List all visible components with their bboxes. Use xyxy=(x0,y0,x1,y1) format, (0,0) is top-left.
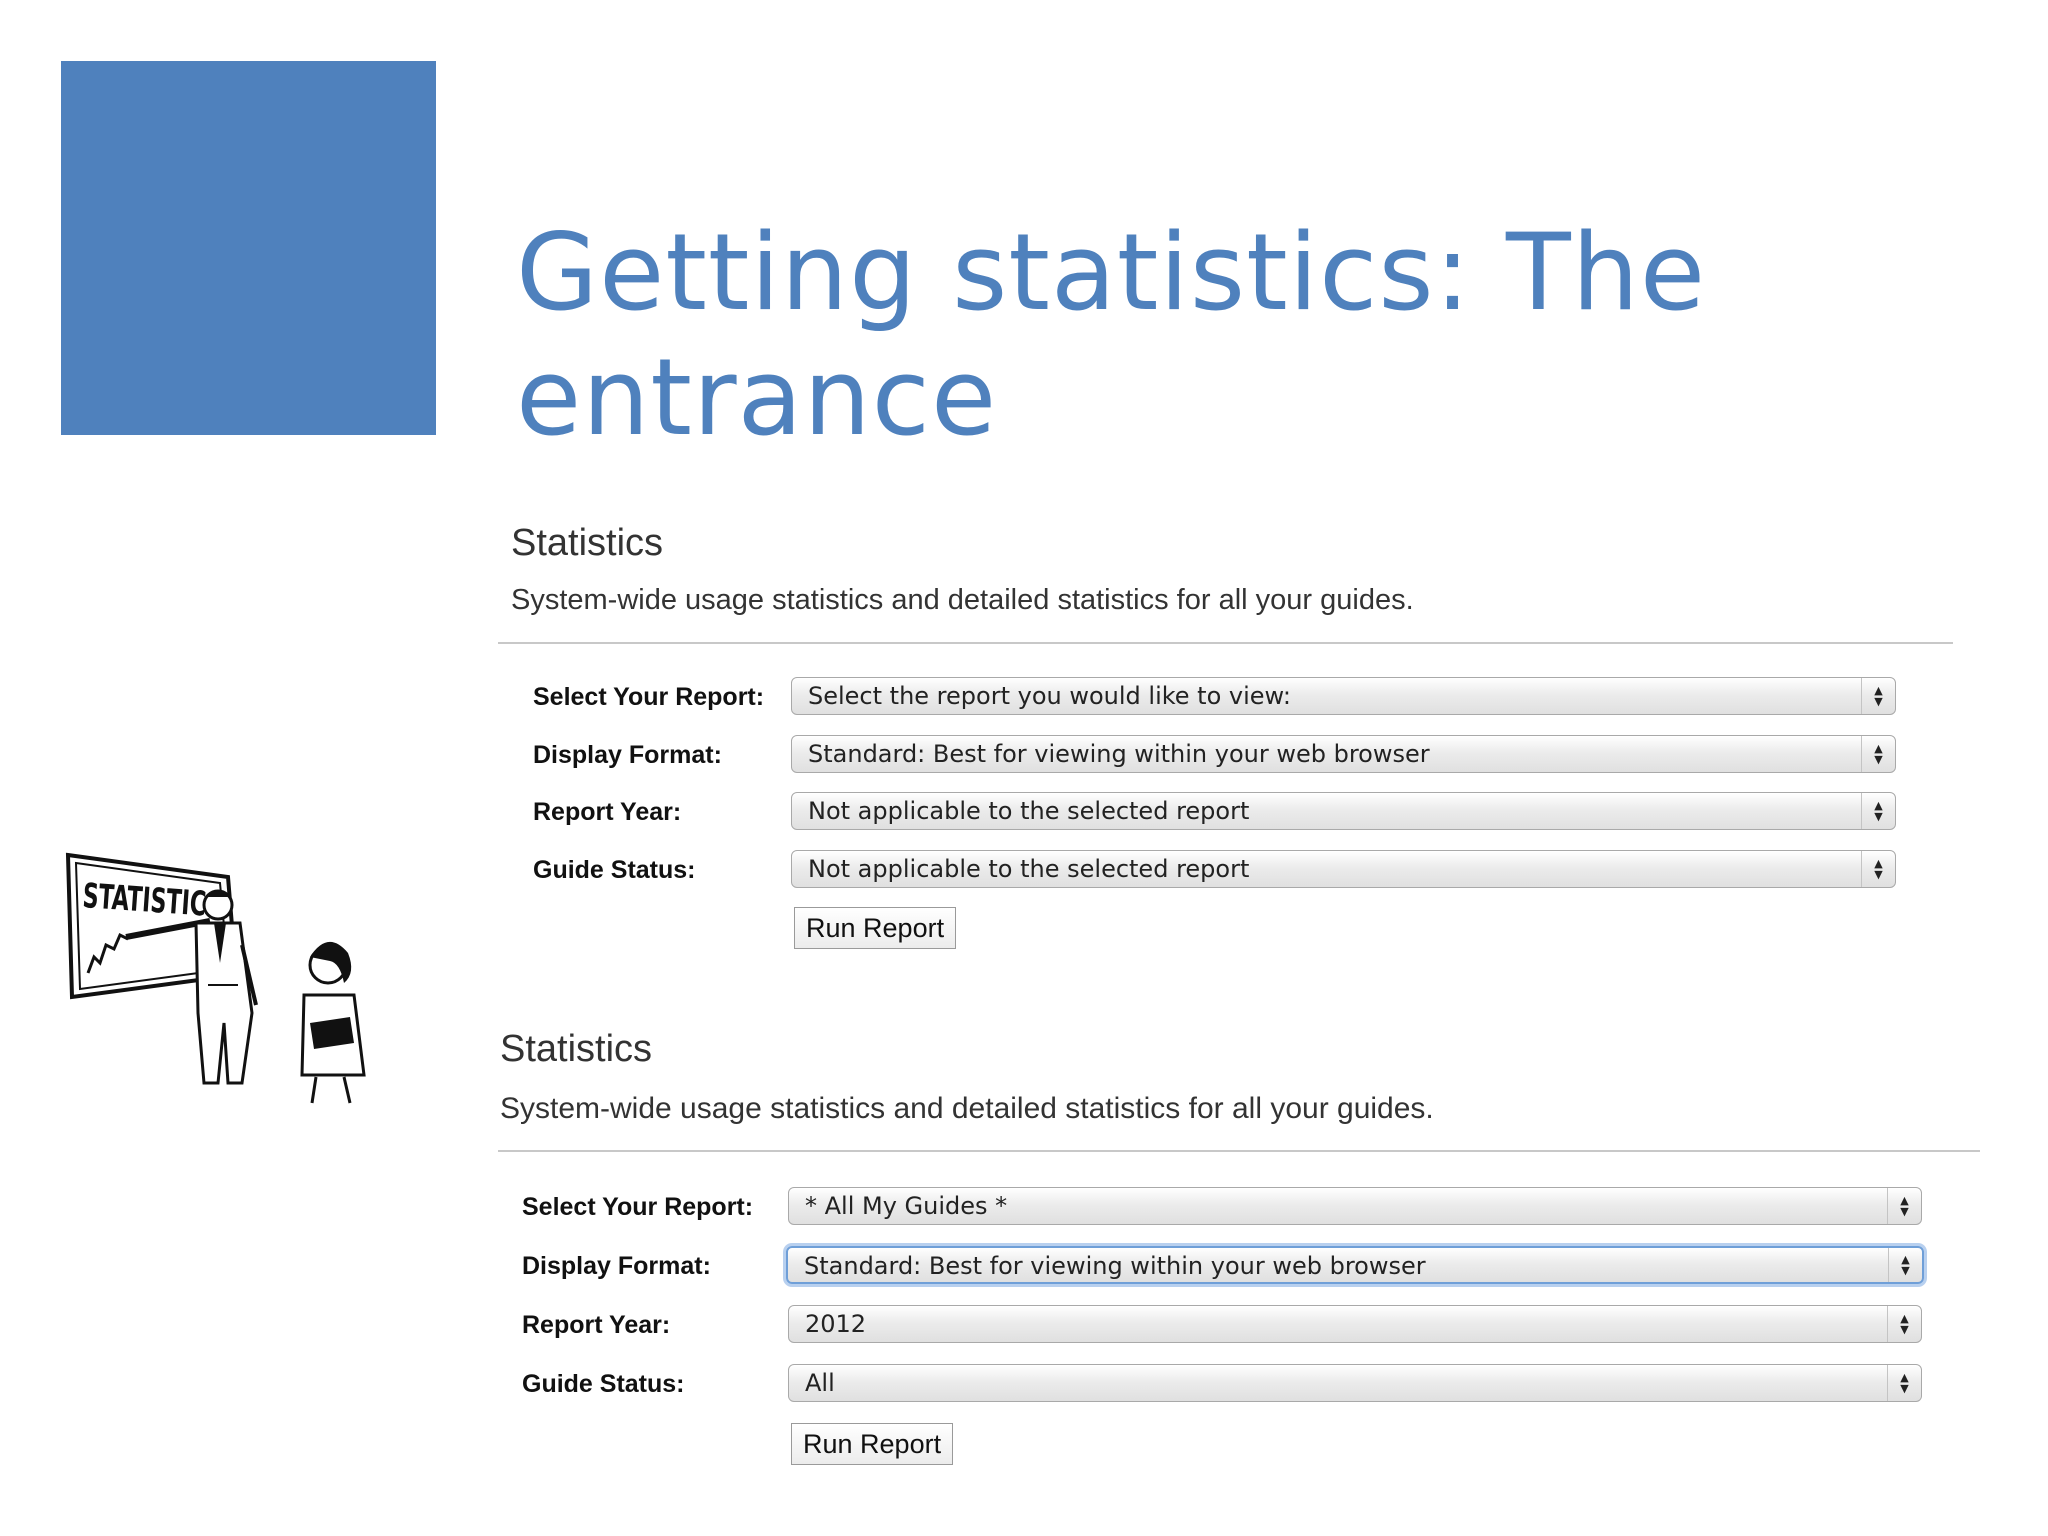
statistics-presenter-illustration xyxy=(60,845,415,1110)
select-report-label: Select Your Report: xyxy=(533,683,765,711)
guide-status-row xyxy=(522,1364,1922,1404)
updown-arrows-icon: ▲ ▼ xyxy=(1887,1188,1921,1224)
select-report-label: Select Your Report: xyxy=(522,1193,754,1221)
display-format-value: Standard: Best for viewing within your web browser xyxy=(804,1252,1426,1280)
report-year-value: 2012 xyxy=(805,1310,867,1338)
guide-status-label: Guide Status: xyxy=(522,1370,685,1398)
updown-arrows-icon: ▲ ▼ xyxy=(1861,736,1895,772)
report-year-row xyxy=(533,792,1896,832)
report-year-row xyxy=(522,1305,1922,1345)
report-year-label: Report Year: xyxy=(522,1311,671,1339)
guide-status-dropdown[interactable] xyxy=(791,850,1896,888)
select-report-dropdown[interactable] xyxy=(791,677,1896,715)
display-format-label: Display Format: xyxy=(522,1252,711,1280)
guide-status-value: Not applicable to the selected report xyxy=(808,855,1250,883)
guide-status-row xyxy=(533,850,1896,890)
updown-arrows-icon: ▲ ▼ xyxy=(1861,851,1895,887)
report-year-dropdown[interactable] xyxy=(791,792,1896,830)
updown-arrows-icon: ▲ ▼ xyxy=(1887,1306,1921,1342)
title-accent-block xyxy=(61,61,436,435)
display-format-dropdown[interactable] xyxy=(791,735,1896,773)
report-year-dropdown[interactable] xyxy=(788,1305,1922,1343)
panel-description: System-wide usage statistics and detailed statistics for all your guides. xyxy=(500,1092,1434,1125)
panel-heading: Statistics xyxy=(500,1028,653,1070)
select-report-value: * All My Guides * xyxy=(805,1192,1008,1220)
select-report-value: Select the report you would like to view: xyxy=(808,682,1291,710)
report-year-value: Not applicable to the selected report xyxy=(808,797,1250,825)
run-report-button[interactable]: Run Report xyxy=(791,1423,953,1465)
display-format-value: Standard: Best for viewing within your web browser xyxy=(808,740,1430,768)
select-report-row xyxy=(522,1187,1922,1227)
report-year-label: Report Year: xyxy=(533,798,682,826)
panel-description: System-wide usage statistics and detailed statistics for all your guides. xyxy=(511,584,1414,616)
updown-arrows-icon: ▲ ▼ xyxy=(1888,1248,1922,1282)
select-report-dropdown[interactable] xyxy=(788,1187,1922,1225)
board-text: STATISTICS xyxy=(81,876,277,930)
updown-arrows-icon: ▲ ▼ xyxy=(1861,678,1895,714)
run-report-button[interactable]: Run Report xyxy=(794,907,956,949)
panel-divider xyxy=(498,642,1953,644)
display-format-row xyxy=(533,735,1896,775)
updown-arrows-icon: ▲ ▼ xyxy=(1861,793,1895,829)
display-format-label: Display Format: xyxy=(533,741,722,769)
display-format-dropdown[interactable] xyxy=(786,1246,1924,1284)
guide-status-label: Guide Status: xyxy=(533,856,696,884)
slide-title: Getting statistics: The entrance xyxy=(516,211,1707,459)
panel-heading: Statistics xyxy=(511,522,664,564)
panel-divider xyxy=(498,1150,1980,1152)
updown-arrows-icon: ▲ ▼ xyxy=(1887,1365,1921,1401)
select-report-row xyxy=(533,677,1896,717)
guide-status-value: All xyxy=(805,1369,835,1397)
guide-status-dropdown[interactable] xyxy=(788,1364,1922,1402)
display-format-row xyxy=(522,1246,1922,1286)
